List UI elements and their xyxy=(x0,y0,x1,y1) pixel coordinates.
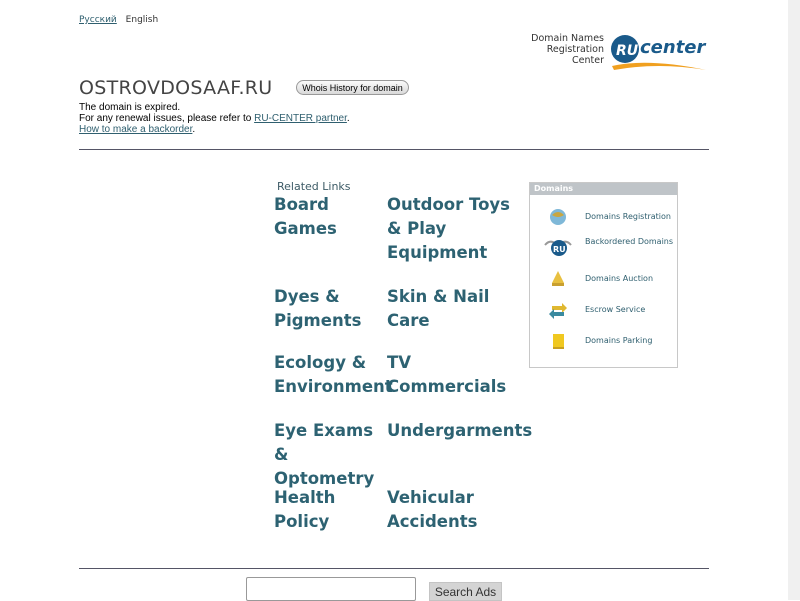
escrow-icon xyxy=(544,298,572,320)
service-label: Escrow Service xyxy=(585,305,646,314)
ru-center-logo[interactable] xyxy=(608,30,708,76)
logo-swoosh-icon xyxy=(612,63,706,70)
service-domains-parking[interactable] xyxy=(530,325,677,355)
search-ads-input[interactable] xyxy=(246,577,416,601)
service-backordered-domains[interactable] xyxy=(530,232,677,262)
service-escrow[interactable] xyxy=(530,294,677,324)
expiry-notice xyxy=(79,102,350,135)
renewal-suffix: . xyxy=(346,113,350,124)
backorder-line xyxy=(79,124,350,135)
top-divider xyxy=(79,149,709,150)
renewal-text xyxy=(79,113,350,124)
registrar-name-line2: Registration xyxy=(546,44,604,55)
related-link[interactable]: TV Commercials xyxy=(387,353,507,396)
expired-text: The domain is expired. xyxy=(79,102,181,113)
related-link[interactable]: Board Games xyxy=(274,195,337,238)
related-link[interactable]: Vehicular Accidents xyxy=(387,488,478,531)
domain-name-title: OSTROVDOSAAF.RU xyxy=(79,77,273,99)
backorder-suffix: . xyxy=(192,124,196,135)
related-link[interactable]: Eye Exams & Optometry xyxy=(274,421,375,488)
parking-icon xyxy=(544,329,572,351)
lang-russian-link[interactable]: Русский xyxy=(79,15,117,25)
lang-english-label: English xyxy=(125,15,159,25)
service-domains-auction[interactable] xyxy=(530,263,677,293)
logo-ru-text: RU xyxy=(616,43,639,59)
related-link[interactable]: Ecology & Environment xyxy=(274,353,393,396)
backorder-help-link[interactable]: How to make a backorder xyxy=(79,124,193,135)
logo-center-text: center xyxy=(640,37,706,58)
auction-icon xyxy=(544,267,572,289)
related-link[interactable]: Dyes & Pigments xyxy=(274,287,362,330)
service-domains-registration[interactable] xyxy=(530,201,677,231)
svg-text:RU: RU xyxy=(553,245,566,254)
related-link[interactable]: Skin & Nail Care xyxy=(387,287,490,330)
service-label: Domains Registration xyxy=(585,212,671,221)
related-link[interactable]: Health Policy xyxy=(274,488,336,531)
service-label: Backordered Domains xyxy=(585,237,674,246)
language-switcher xyxy=(79,15,158,25)
bottom-divider xyxy=(79,568,709,569)
domains-services-panel xyxy=(529,182,678,368)
renewal-prefix: For any renewal issues, please refer to xyxy=(79,113,255,124)
registrar-name-line1: Domain Names xyxy=(531,33,604,44)
related-link[interactable]: Outdoor Toys & Play Equipment xyxy=(387,195,511,262)
vertical-scrollbar[interactable] xyxy=(788,0,800,600)
whois-history-button[interactable]: Whois History for domain xyxy=(296,80,409,95)
globe-icon xyxy=(544,205,572,227)
service-label: Domains Auction xyxy=(585,274,654,283)
ru-center-partner-link[interactable]: RU-CENTER partner xyxy=(254,113,347,124)
related-links-title: Related Links xyxy=(277,180,351,193)
related-link[interactable]: Undergarments xyxy=(387,421,533,440)
ru-badge-icon xyxy=(544,236,572,258)
registrar-name xyxy=(520,33,604,66)
registrar-name-line3: Center xyxy=(572,55,604,66)
service-label: Domains Parking xyxy=(585,336,653,345)
domains-panel-title: Domains xyxy=(530,183,677,195)
search-ads-button[interactable]: Search Ads xyxy=(429,582,502,601)
